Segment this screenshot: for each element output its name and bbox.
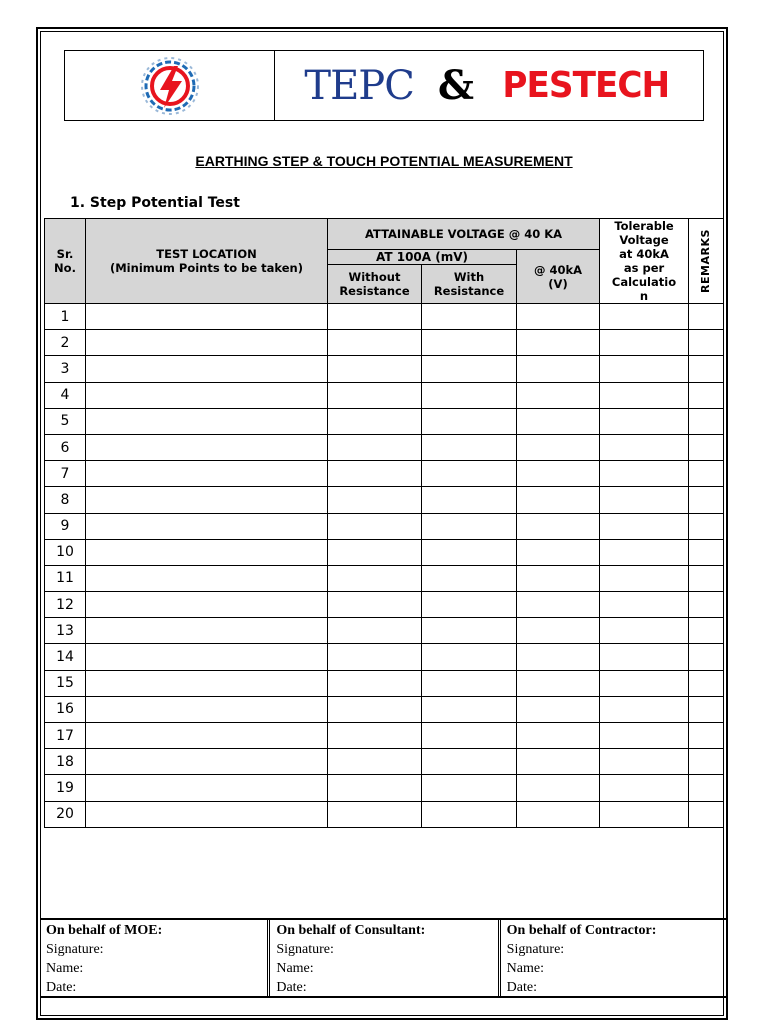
at-40ka-cell[interactable] [517,539,600,565]
at-40ka-cell[interactable] [517,775,600,801]
table-body [45,304,724,828]
tolerable-header-line5: Calculatio [611,275,677,289]
at-40ka-header [517,250,600,304]
table-row [45,434,724,460]
tolerable-voltage-cell[interactable] [600,723,689,749]
remarks-cell[interactable] [689,775,724,801]
remarks-header-text: REMARKS [699,229,713,293]
table-row [45,723,724,749]
without-resistance-cell[interactable] [328,775,422,801]
tolerable-header-line4: as per [623,261,665,275]
with-resistance-cell[interactable] [422,408,517,434]
name-label: Name: [46,961,84,976]
remarks-cell[interactable] [689,434,724,460]
sr-no-cell: 20 [45,801,86,827]
at-40ka-cell[interactable] [517,592,600,618]
sr-no-cell: 4 [45,382,86,408]
ampersand: & [437,62,474,109]
with-resistance-header-line2: Resistance [433,284,505,298]
tolerable-voltage-cell[interactable] [600,749,689,775]
remarks-cell[interactable] [689,592,724,618]
without-resistance-cell[interactable] [328,434,422,460]
remarks-cell[interactable] [689,801,724,827]
without-resistance-header-line2: Resistance [339,284,410,298]
tolerable-voltage-cell[interactable] [600,592,689,618]
tolerable-voltage-cell[interactable] [600,670,689,696]
sr-no-cell: 1 [45,304,86,330]
remarks-header [689,219,724,304]
attainable-voltage-header: ATTAINABLE VOLTAGE @ 40 KA [328,219,600,250]
table-row [45,408,724,434]
table-row [45,382,724,408]
table-row [45,565,724,591]
remarks-cell[interactable] [689,749,724,775]
remarks-cell[interactable] [689,644,724,670]
tolerable-header-line3: at 40kA [619,247,669,261]
test-location-header-line2: (Minimum Points to be taken) [109,261,303,275]
test-location-cell[interactable] [86,356,328,382]
name-label: Name: [276,961,314,976]
test-location-cell[interactable] [86,696,328,722]
at-40ka-cell[interactable] [517,618,600,644]
at-40ka-cell[interactable] [517,408,600,434]
at-40ka-cell[interactable] [517,644,600,670]
without-resistance-cell[interactable] [328,330,422,356]
at-40ka-cell[interactable] [517,434,600,460]
at-40ka-cell[interactable] [517,565,600,591]
test-location-cell[interactable] [86,461,328,487]
with-resistance-cell[interactable] [422,304,517,330]
document-title: EARTHING STEP & TOUCH POTENTIAL MEASUREMENT [195,153,573,169]
with-resistance-cell[interactable] [422,487,517,513]
at-40ka-header-line1: @ 40kA [533,262,583,277]
with-resistance-cell[interactable] [422,461,517,487]
sr-no-header-line2: No. [54,261,76,275]
at-40ka-cell[interactable] [517,723,600,749]
with-resistance-cell[interactable] [422,618,517,644]
table-row [45,696,724,722]
signature-column-contractor [498,920,728,996]
signature-column-consultant [267,920,497,996]
without-resistance-cell[interactable] [328,618,422,644]
remarks-cell[interactable] [689,487,724,513]
tolerable-voltage-cell[interactable] [600,487,689,513]
test-location-cell[interactable] [86,723,328,749]
signature-label: Signature: [506,942,565,957]
without-resistance-cell[interactable] [328,592,422,618]
test-location-header-line1: TEST LOCATION [156,247,257,261]
sr-no-cell: 11 [45,565,86,591]
sr-no-header [45,219,86,304]
with-resistance-cell[interactable] [422,592,517,618]
tolerable-voltage-cell[interactable] [600,461,689,487]
sr-no-cell: 12 [45,592,86,618]
table-row [45,749,724,775]
tolerable-voltage-cell[interactable] [600,775,689,801]
sr-no-cell: 14 [45,644,86,670]
sr-no-cell: 10 [45,539,86,565]
at-40ka-cell[interactable] [517,696,600,722]
document-header [64,50,704,121]
tolerable-header-line2: Voltage [619,233,669,247]
table-row [45,330,724,356]
table-row [45,539,724,565]
remarks-cell[interactable] [689,304,724,330]
lightning-bolt-logo-icon [138,54,202,118]
without-resistance-cell[interactable] [328,539,422,565]
without-resistance-cell[interactable] [328,487,422,513]
without-resistance-cell[interactable] [328,356,422,382]
remarks-cell[interactable] [689,565,724,591]
signature-block [40,918,728,998]
sr-no-cell: 18 [45,749,86,775]
sr-no-cell: 13 [45,618,86,644]
at-100a-header: AT 100A (mV) [328,250,517,265]
tolerable-voltage-header [600,219,689,304]
tolerable-voltage-cell[interactable] [600,330,689,356]
remarks-cell[interactable] [689,513,724,539]
test-location-cell[interactable] [86,408,328,434]
tolerable-voltage-cell[interactable] [600,801,689,827]
tolerable-voltage-cell[interactable] [600,696,689,722]
remarks-cell[interactable] [689,696,724,722]
without-resistance-cell[interactable] [328,513,422,539]
with-resistance-cell[interactable] [422,356,517,382]
without-resistance-header [328,265,422,304]
table-row [45,618,724,644]
with-resistance-cell[interactable] [422,539,517,565]
date-label: Date: [46,980,77,995]
tolerable-voltage-cell[interactable] [600,304,689,330]
without-resistance-cell[interactable] [328,749,422,775]
at-40ka-cell[interactable] [517,330,600,356]
at-40ka-cell[interactable] [517,801,600,827]
with-resistance-cell[interactable] [422,801,517,827]
remarks-cell[interactable] [689,461,724,487]
date-label: Date: [506,980,537,995]
with-resistance-cell[interactable] [422,382,517,408]
at-40ka-cell[interactable] [517,382,600,408]
tolerable-voltage-cell[interactable] [600,434,689,460]
test-location-cell[interactable] [86,644,328,670]
table-row [45,487,724,513]
at-40ka-cell[interactable] [517,487,600,513]
step-potential-table [44,218,724,828]
table-row [45,356,724,382]
table-row [45,670,724,696]
table-row [45,644,724,670]
with-resistance-cell[interactable] [422,723,517,749]
signature-label: Signature: [276,942,334,957]
without-resistance-cell[interactable] [328,723,422,749]
remarks-cell[interactable] [689,670,724,696]
pestech-logo-text: PESTECH [502,65,670,106]
signature-title: On behalf of MOE: [46,923,163,938]
sr-no-header-line1: Sr. [56,247,74,261]
sr-no-cell: 6 [45,434,86,460]
with-resistance-cell[interactable] [422,775,517,801]
tolerable-header-line1: Tolerable [614,219,674,233]
without-resistance-cell[interactable] [328,408,422,434]
name-label: Name: [506,961,544,976]
with-resistance-cell[interactable] [422,513,517,539]
test-location-cell[interactable] [86,749,328,775]
remarks-cell[interactable] [689,539,724,565]
at-40ka-cell[interactable] [517,304,600,330]
table-row [45,304,724,330]
table-row [45,775,724,801]
test-location-cell[interactable] [86,434,328,460]
sr-no-cell: 17 [45,723,86,749]
without-resistance-cell[interactable] [328,644,422,670]
without-resistance-cell[interactable] [328,670,422,696]
without-resistance-cell[interactable] [328,565,422,591]
brand-cell [275,51,703,120]
logo-cell [65,51,275,120]
sr-no-cell: 8 [45,487,86,513]
tolerable-voltage-cell[interactable] [600,539,689,565]
table-row [45,592,724,618]
with-resistance-header-line1: With [453,270,485,284]
remarks-cell[interactable] [689,723,724,749]
with-resistance-cell[interactable] [422,434,517,460]
with-resistance-cell[interactable] [422,749,517,775]
tolerable-voltage-cell[interactable] [600,513,689,539]
with-resistance-header [422,265,517,304]
remarks-cell[interactable] [689,356,724,382]
test-location-cell[interactable] [86,513,328,539]
without-resistance-header-line1: Without [348,270,401,284]
without-resistance-cell[interactable] [328,382,422,408]
table-row [45,461,724,487]
test-location-cell[interactable] [86,670,328,696]
test-location-cell[interactable] [86,618,328,644]
sr-no-cell: 15 [45,670,86,696]
tepc-logo-text: TEPC [304,62,414,109]
table-row [45,513,724,539]
signature-title: On behalf of Contractor: [506,923,657,938]
sr-no-cell: 5 [45,408,86,434]
with-resistance-cell[interactable] [422,330,517,356]
sr-no-cell: 2 [45,330,86,356]
at-40ka-cell[interactable] [517,356,600,382]
at-40ka-cell[interactable] [517,461,600,487]
date-label: Date: [276,980,307,995]
at-40ka-cell[interactable] [517,749,600,775]
with-resistance-cell[interactable] [422,565,517,591]
tolerable-voltage-cell[interactable] [600,644,689,670]
without-resistance-cell[interactable] [328,461,422,487]
with-resistance-cell[interactable] [422,644,517,670]
signature-title: On behalf of Consultant: [276,923,426,938]
remarks-cell[interactable] [689,618,724,644]
table-row [45,801,724,827]
tolerable-header-line6: n [639,289,649,303]
with-resistance-cell[interactable] [422,670,517,696]
test-location-cell[interactable] [86,539,328,565]
without-resistance-cell[interactable] [328,304,422,330]
tolerable-voltage-cell[interactable] [600,618,689,644]
test-location-cell[interactable] [86,487,328,513]
sr-no-cell: 16 [45,696,86,722]
tolerable-voltage-cell[interactable] [600,356,689,382]
test-location-cell[interactable] [86,801,328,827]
sr-no-cell: 9 [45,513,86,539]
signature-label: Signature: [46,942,104,957]
signature-column-moe [40,920,267,996]
test-location-header [86,219,328,304]
sr-no-cell: 7 [45,461,86,487]
sr-no-cell: 19 [45,775,86,801]
at-40ka-cell[interactable] [517,513,600,539]
tolerable-voltage-cell[interactable] [600,382,689,408]
section-heading: 1. Step Potential Test [70,195,240,211]
without-resistance-cell[interactable] [328,696,422,722]
at-40ka-header-line2: (V) [548,276,568,291]
at-40ka-cell[interactable] [517,670,600,696]
remarks-cell[interactable] [689,408,724,434]
with-resistance-cell[interactable] [422,696,517,722]
test-location-cell[interactable] [86,382,328,408]
test-location-cell[interactable] [86,775,328,801]
remarks-cell[interactable] [689,382,724,408]
tolerable-voltage-cell[interactable] [600,408,689,434]
test-location-cell[interactable] [86,304,328,330]
without-resistance-cell[interactable] [328,801,422,827]
test-location-cell[interactable] [86,565,328,591]
sr-no-cell: 3 [45,356,86,382]
test-location-cell[interactable] [86,592,328,618]
tolerable-voltage-cell[interactable] [600,565,689,591]
test-location-cell[interactable] [86,330,328,356]
remarks-cell[interactable] [689,330,724,356]
